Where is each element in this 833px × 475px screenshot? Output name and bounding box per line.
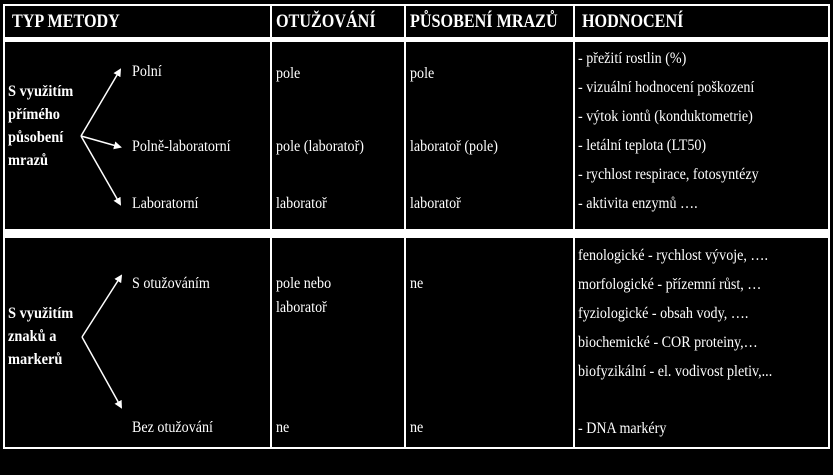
group1-label: S využitím přímého působení mrazů	[8, 83, 74, 169]
pusobeni-polne-laboratorni: laboratoř (pole)	[410, 138, 498, 155]
marker-item-5: biofyzikální - el. vodivost pletiv,...	[578, 363, 773, 380]
otuzovani-polne-laboratorni: pole (laboratoř)	[276, 138, 364, 155]
header-typ-metody: TYP METODY	[12, 11, 120, 32]
arrow-to-bez-otuzovani	[82, 337, 121, 407]
otuzovani-bez-otuzovani: ne	[276, 419, 290, 436]
otuzovani-polni: pole	[276, 65, 301, 82]
method-bez-otuzovani: Bez otužování	[132, 419, 213, 436]
pusobeni-polni: pole	[410, 65, 435, 82]
hodnoceni-item-3: - výtok iontů (konduktometrie)	[578, 108, 753, 125]
method-s-otuzovanim: S otužováním	[132, 275, 210, 292]
hodnoceni-item-5: - rychlost respirace, fotosyntézy	[578, 166, 759, 183]
arrow-to-s-otuzovanim	[82, 276, 121, 337]
header-hodnoceni: HODNOCENÍ	[582, 11, 684, 32]
marker-item-3: fyziologické - obsah vody, ….	[578, 305, 749, 322]
hodnoceni-item-4: - letální teplota (LT50)	[578, 137, 707, 154]
pusobeni-bez-otuzovani: ne	[410, 419, 424, 436]
method-laboratorni: Laboratorní	[132, 195, 199, 212]
arrow-to-laboratorni	[81, 136, 120, 204]
group2-label: S využitím znaků a markerů	[8, 305, 74, 368]
hodnoceni-item-6: - aktivita enzymů ….	[578, 195, 698, 212]
header-pusobeni-mrazu: PŮSOBENÍ MRAZŮ	[410, 11, 558, 32]
marker-item-2: morfologické - přízemní růst, …	[578, 276, 762, 293]
marker-item-dna: - DNA markéry	[578, 420, 667, 437]
marker-item-1: fenologické - rychlost vývoje, ….	[578, 247, 769, 264]
method-polni: Polní	[132, 63, 162, 80]
arrow-to-polni	[81, 70, 120, 136]
pusobeni-s-otuzovanim: ne	[410, 275, 424, 292]
pusobeni-laboratorni: laboratoř	[410, 195, 461, 212]
method-polne-laboratorni: Polně-laboratorní	[132, 138, 231, 155]
otuzovani-s-otuzovanim-line1: pole nebo	[276, 275, 332, 292]
otuzovani-laboratorni: laboratoř	[276, 195, 327, 212]
header-otuzovani: OTUŽOVÁNÍ	[276, 11, 376, 32]
hodnoceni-item-1: - přežití rostlin (%)	[578, 50, 687, 67]
marker-item-4: biochemické - COR proteiny,…	[578, 334, 758, 351]
hodnoceni-item-2: - vizuální hodnocení poškození	[578, 79, 755, 96]
otuzovani-s-otuzovanim-line2: laboratoř	[276, 299, 327, 316]
